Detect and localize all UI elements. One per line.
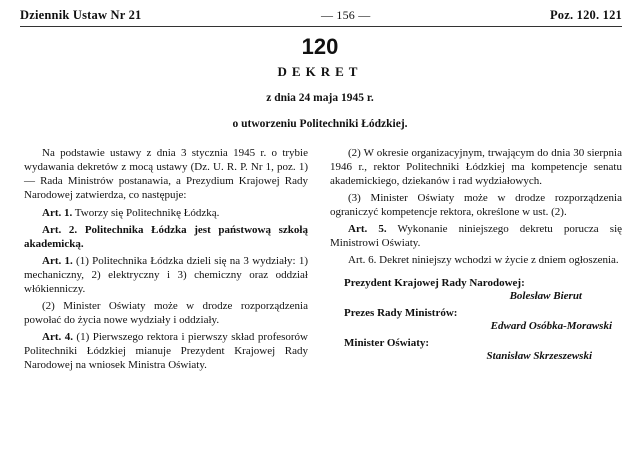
signature-name: Edward Osóbka-Morawski xyxy=(490,320,612,332)
article-6-label: Art. 6. xyxy=(348,254,377,266)
signature-role: Minister Oświaty: xyxy=(344,337,430,349)
signature-name: Stanisław Skrzeszewski xyxy=(486,350,592,362)
signature-block xyxy=(330,277,622,363)
article-3-label: Art. 1. xyxy=(42,255,73,267)
article-3-paragraph-2: (2) Minister Oświaty może w drodze rozporządzenia powołać do życia nowe wydziały i oddziały. xyxy=(24,300,308,326)
signature-role: Prezes Rady Ministrów: xyxy=(344,307,458,319)
journal-name: Dziennik Ustaw Nr 21 xyxy=(20,8,142,22)
article-2-text: Politechnika Łódzka jest państwową szkołą akademicką. xyxy=(24,224,308,250)
article-3-text: (1) Politechnika Łódzka dzieli się na 3 wydziały: 1) mechaniczny, 2) elektryczny i 3) chemiczny oraz oddział włókienniczy. xyxy=(24,255,309,295)
act-title: o utworzeniu Politechniki Łódzkiej. xyxy=(232,118,408,130)
page-header xyxy=(20,8,622,23)
article-4-paragraph-3: (3) Minister Oświaty może w drodze rozporządzenia ograniczyć kompetencje rektora, określone w ust. (2). xyxy=(330,192,622,218)
signature-name: Bolesław Bierut xyxy=(509,290,582,302)
article-4-text: (1) Pierwszego rektora i pierwszy skład profesorów Politechniki Łódzkiej mianuje Prezydent Krajowej Rady Narodowej na wniosek Ministra Oświaty. xyxy=(24,331,308,371)
act-number: 120 xyxy=(301,34,339,59)
article-6 xyxy=(330,253,622,267)
article-4 xyxy=(24,330,308,372)
article-1 xyxy=(24,206,308,220)
article-5 xyxy=(330,222,622,250)
article-3 xyxy=(24,254,308,296)
article-2 xyxy=(24,223,308,251)
position-number: Poz. 120. 121 xyxy=(549,8,622,22)
article-5-label: Art. 5. xyxy=(348,223,387,235)
act-date: z dnia 24 maja 1945 r. xyxy=(266,92,374,104)
article-6-text: Dekret niniejszy wchodzi w życie z dniem ogłoszenia. xyxy=(376,254,619,266)
left-column xyxy=(24,146,308,375)
article-4-label: Art. 4. xyxy=(42,331,73,343)
article-1-text: Tworzy się Politechnikę Łódzką. xyxy=(72,207,220,219)
preamble: Na podstawie ustawy z dnia 3 stycznia 1945 r. o trybie wydawania dekretów z mocą ustawy (Dz. U. R. P. Nr 1, poz. 1) — Rada Ministrów postanawia, a Prezydium Krajowej Rady Narodowej zatwierdza, co następuje: xyxy=(24,147,308,201)
article-1-label: Art. 1. xyxy=(42,207,73,219)
act-type: DEKRET xyxy=(277,64,363,79)
right-column xyxy=(330,146,622,365)
page-number: — 156 — xyxy=(321,8,370,23)
article-2-label: Art. 2. xyxy=(42,224,78,236)
signature-role: Prezydent Krajowej Rady Narodowej: xyxy=(344,277,525,289)
article-5-text: Wykonanie niniejszego dekretu porucza się Ministrowi Oświaty. xyxy=(330,223,623,249)
header-rule xyxy=(20,26,622,27)
article-4-paragraph-2: (2) W okresie organizacyjnym, trwającym do dnia 30 sierpnia 1946 r., rektor Politechniki Łódzkiej ma kompetencje senatu akademickiego, dziekanów i rad wydziałowych. xyxy=(330,147,622,187)
